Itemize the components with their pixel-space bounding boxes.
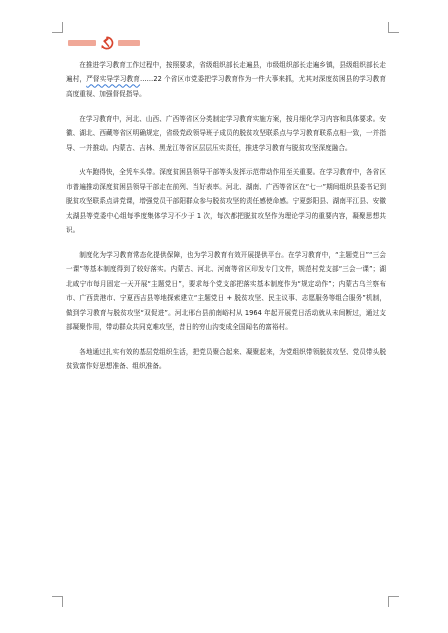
spellcheck-underline: 严督实导学习教育 [86,75,141,84]
crop-mark-top-left [52,22,63,33]
paragraph-1-text: 在推进学习教育工作过程中，按照要求，省级组织部长走遍县，市级组织部长走遍乡镇，县级组织部长走遍村，严督实导学习教育……22 个省区市党委把学习教育作为一件大事来抓，尤其对深度贫困县的学习教育高度重视、加强督促指导。 [66,61,386,98]
crop-mark-bottom-right [388,596,399,607]
paragraph-3: 火车跑得快，全凭车头带。深度贫困县领导干部等头发挥示范带动作用至关重要。在学习教育中，各省区市普遍推动深度贫困县领导干部走在前列、当好表率。河北、湖南、广西等省区在“七一”期间组织县委书记到脱贫攻坚联系点讲党课，增强党员干部阳群众参与脱贫攻坚的责任感使命感。宁夏彭阳县、湖南平江县、安徽太湖县等党委中心组每季度集体学习不少于 1 次，每次都把脱贫攻坚作为理论学习的重要内容，凝聚思想共识。 [66,168,386,235]
paragraph-5: 各地通过扎实有效的基层党组织生活，把党员聚合起来、凝聚起来，为党组织带领脱贫攻坚、党员带头脱贫致富作好思想准备、组织准备。 [66,347,386,371]
hammer-sickle-icon [100,36,114,50]
crop-mark-bottom-left [52,596,63,607]
paragraph-2: 在学习教育中，河北、山西、广西等省区分类制定学习教育实施方案，按月细化学习内容和具体要求。安徽、湖北、西藏等省区明确规定，省级党政领导班子成员的脱贫攻坚联系点与学习教育联系点相一致，一并指导、一并推动。内蒙古、吉林、黑龙江等省区层层压实责任，推进学习教育与脱贫攻坚深度融合。 [66,114,386,152]
document-body [66,58,386,374]
paragraph-4: 制度化为学习教育常态化提供保障，也为学习教育有效开展提供平台。在学习教育中，“主题党日”“三会一课”等基本制度得到了较好落实。内蒙古、河北、河南等省区印发专门文件，规范村党支部“三会一课”；湖北咸宁市每月固定一天开展“主题党日”，要求每个党支部把落实基本制度作为“规定动作”；内蒙古乌兰察布市、广西贵港市、宁夏西吉县等地探索建立“主题党日 + 脱贫攻坚、民主议事、志愿服务等组合服务”机制，做到学习教育与脱贫攻坚“双促进”。河北邢台县前南峪村从 1964 年起开展党日活动就从未间断过，通过支部凝聚作用，带动群众共同克难攻坚，昔日的穷山沟变成全国闻名的富裕村。 [66,250,386,331]
paragraph-1 [66,58,386,101]
crop-mark-top-right [388,22,399,33]
header-decoration [68,36,140,50]
header-bar-left [68,40,96,46]
header-bar-right [118,40,140,46]
